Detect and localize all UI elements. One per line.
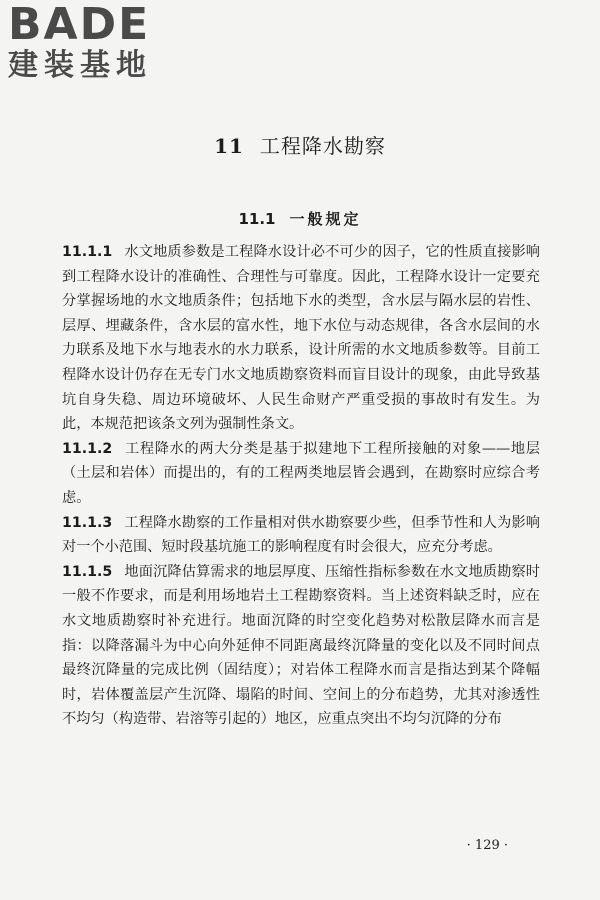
section-title bbox=[0, 208, 600, 229]
bade-logo bbox=[8, 2, 152, 82]
chapter-title-text: 工程降水勘察 bbox=[259, 134, 386, 158]
logo-wordmark: BADE bbox=[8, 0, 151, 50]
page-number: · 129 · bbox=[466, 838, 508, 853]
clause-text: 水文地质参数是工程降水设计必不可少的因子，它的性质直接影响到工程降水设计的准确性、合理性与可靠度。因此，工程降水设计一定要充分掌握场地的水文地质条件；包括地下水的类型，含水层与隔水层的岩性、层厚、埋藏条件，含水层的富水性，地下水位与动态规律，各含水层间的水力联系及地下水与地表水的水力联系，设计所需的水文地质参数等。目前工程降水设计仍存在无专门水文地质勘察资料而盲目设计的现象，由此导致基坑自身失稳、周边环境破坏、人民生命财产严重受损的事故时有发生。为此，本规范把该条文列为强制性条文。 bbox=[62, 244, 540, 433]
clause-11-1-5 bbox=[62, 560, 540, 732]
clause-number: 11.1.1 bbox=[62, 244, 113, 260]
clause-number: 11.1.2 bbox=[62, 440, 113, 457]
clause-number: 11.1.3 bbox=[62, 514, 113, 531]
document-body bbox=[62, 240, 540, 732]
clause-11-1-1 bbox=[62, 240, 540, 437]
clause-text: 工程降水勘察的工作量相对供水勘察要少些，但季节性和人为影响对一个小范围、短时段基坑施工的影响程度有时会很大，应充分考虑。 bbox=[62, 514, 540, 556]
section-title-text: 一般规定 bbox=[289, 210, 362, 228]
logo-subtitle: 建装基地 bbox=[8, 48, 152, 83]
clause-text: 地面沉降估算需求的地层厚度、压缩性指标参数在水文地质勘察时一般不作要求，而是利用场地岩土工程勘察资料。当上述资料缺乏时，应在水文地质勘察时补充进行。地面沉降的时空变化趋势对松散层降水而言是指：以降落漏斗为中心向外延伸不同距离最终沉降量的变化以及不同时间点最终沉降量的完成比例（固结度）；对岩体工程降水而言是指达到某个降幅时，岩体覆盖层产生沉降、塌陷的时间、空间上的分布趋势，尤其对渗透性不均匀（构造带、岩溶等引起的）地区，应重点突出不均匀沉降的分布 bbox=[62, 563, 540, 728]
chapter-number: 11 bbox=[214, 134, 244, 158]
clause-number: 11.1.5 bbox=[62, 563, 113, 580]
chapter-title bbox=[0, 130, 600, 159]
clause-11-1-3 bbox=[62, 511, 540, 560]
section-number: 11.1 bbox=[238, 210, 276, 228]
clause-11-1-2 bbox=[62, 437, 540, 511]
clause-text: 工程降水的两大分类是基于拟建地下工程所接触的对象——地层（土层和岩体）而提出的，有的工程两类地层皆会遇到，在勘察时应综合考虑。 bbox=[62, 440, 540, 506]
